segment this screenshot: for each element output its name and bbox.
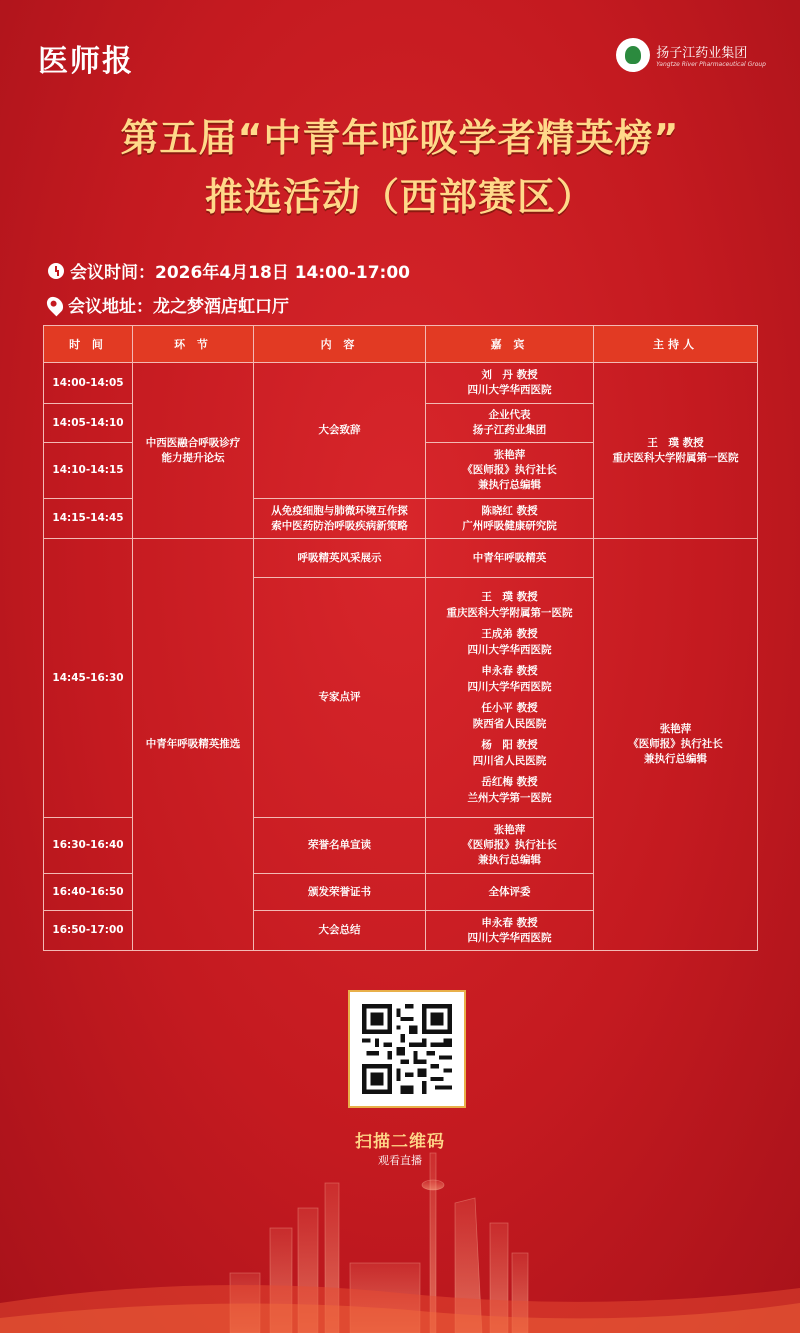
qr-code[interactable] xyxy=(362,1004,452,1094)
guest-line: 任小平 教授 xyxy=(481,702,538,714)
qr-code-icon xyxy=(362,1004,452,1094)
guest-line: 《医师报》执行社长 xyxy=(462,839,557,851)
guest-line: 四川省人民医院 xyxy=(472,755,547,767)
sponsor-name-cn: 扬子江药业集团 xyxy=(656,46,748,61)
guest-line: 兼执行总编辑 xyxy=(478,479,541,491)
guest-line: 四川大学华西医院 xyxy=(467,681,552,693)
guest-line: 企业代表 xyxy=(488,409,531,421)
guest-cell: 中青年呼吸精英 xyxy=(426,539,594,578)
header-segment: 环 节 xyxy=(133,326,254,363)
content-cell: 专家点评 xyxy=(254,578,426,818)
page-title-line1: 第五届“中青年呼吸学者精英榜” xyxy=(120,116,680,160)
guest-line: 四川大学华西医院 xyxy=(467,931,552,944)
content-cell xyxy=(254,499,426,539)
host-cell xyxy=(594,539,758,951)
time-cell: 16:30-16:40 xyxy=(44,818,133,874)
sponsor-name-en: Yangtze River Pharmaceutical Group xyxy=(656,61,766,68)
page-title-line2: 推选活动（西部赛区） xyxy=(204,175,595,219)
time-cell: 14:05-14:10 xyxy=(44,404,133,443)
time-cell: 14:45-16:30 xyxy=(44,539,133,818)
guest-line: 申永春 教授 xyxy=(481,916,538,929)
content-line: 从免疫细胞与肺微环境互作探 xyxy=(271,504,408,517)
header-host: 主持人 xyxy=(594,326,758,363)
guest-cell xyxy=(426,911,594,951)
table-row xyxy=(44,363,758,404)
segment-cell xyxy=(133,363,254,539)
guest-line: 张艳萍 xyxy=(493,449,526,461)
guest-cell xyxy=(426,499,594,539)
host-line: 张艳萍 xyxy=(659,723,692,735)
time-cell: 14:15-14:45 xyxy=(44,499,133,539)
guest-cell xyxy=(426,818,594,874)
guest-line: 刘 丹 教授 xyxy=(481,369,538,381)
qr-code-frame[interactable] xyxy=(348,990,466,1108)
guest-line: 兰州大学第一医院 xyxy=(467,792,552,804)
guest-line: 张艳萍 xyxy=(493,824,526,836)
time-cell: 14:10-14:15 xyxy=(44,443,133,499)
header-content: 内 容 xyxy=(254,326,426,363)
guest-cell xyxy=(426,404,594,443)
segment-line: 中西医融合呼吸诊疗 xyxy=(145,436,241,449)
guest-line: 《医师报》执行社长 xyxy=(462,464,557,476)
guest-line: 申永春 教授 xyxy=(481,665,538,677)
guest-line: 兼执行总编辑 xyxy=(478,854,541,866)
header-guest: 嘉 宾 xyxy=(426,326,594,363)
table-header-row xyxy=(44,326,758,363)
guest-line: 王 璞 教授 xyxy=(481,591,538,603)
publisher-logo: 医师报 xyxy=(38,44,134,79)
location-pin-icon xyxy=(44,293,67,316)
guest-cell xyxy=(426,443,594,499)
meeting-time xyxy=(48,258,410,283)
guest-line: 陈晓红 教授 xyxy=(481,504,538,517)
guest-cell xyxy=(426,363,594,404)
guest-line: 杨 阳 教授 xyxy=(481,739,538,751)
clock-icon xyxy=(48,263,64,279)
segment-line: 能力提升论坛 xyxy=(161,451,225,464)
guest-line: 重庆医科大学附属第一医院 xyxy=(446,607,573,619)
meeting-time-text: 会议时间：2026年4月18日 14:00-17:00 xyxy=(70,263,410,283)
guest-cell xyxy=(426,578,594,818)
guest-line: 陕西省人民医院 xyxy=(472,718,547,730)
meeting-place-text: 会议地址：龙之梦酒店虹口厅 xyxy=(68,297,289,317)
time-cell: 16:40-16:50 xyxy=(44,874,133,911)
guest-line: 岳红梅 教授 xyxy=(481,776,538,788)
content-cell: 颁发荣誉证书 xyxy=(254,874,426,911)
host-cell xyxy=(594,363,758,539)
content-cell: 呼吸精英风采展示 xyxy=(254,539,426,578)
host-line: 重庆医科大学附属第一医院 xyxy=(612,451,739,464)
host-line: 王 璞 教授 xyxy=(647,436,704,449)
content-cell: 大会致辞 xyxy=(254,363,426,499)
guest-cell: 全体评委 xyxy=(426,874,594,911)
content-cell: 荣誉名单宣读 xyxy=(254,818,426,874)
sponsor-logo xyxy=(616,38,766,72)
sponsor-emblem-icon xyxy=(616,38,650,72)
agenda-table xyxy=(43,325,758,951)
content-cell: 大会总结 xyxy=(254,911,426,951)
time-cell: 14:00-14:05 xyxy=(44,363,133,404)
scan-qr-label: 扫描二维码 xyxy=(355,1132,445,1152)
guest-line: 四川大学华西医院 xyxy=(467,644,552,656)
watch-live-label: 观看直播 xyxy=(378,1154,422,1167)
header-time: 时 间 xyxy=(44,326,133,363)
guest-line: 四川大学华西医院 xyxy=(467,384,552,396)
host-line: 兼执行总编辑 xyxy=(644,753,707,765)
host-line: 《医师报》执行社长 xyxy=(628,738,723,750)
guest-line: 广州呼吸健康研究院 xyxy=(462,519,557,532)
city-skyline-decoration xyxy=(0,1143,800,1333)
content-line: 索中医药防治呼吸疾病新策略 xyxy=(271,519,408,532)
time-cell: 16:50-17:00 xyxy=(44,911,133,951)
table-row xyxy=(44,539,758,578)
guest-line: 扬子江药业集团 xyxy=(472,424,547,436)
segment-cell: 中青年呼吸精英推选 xyxy=(133,539,254,951)
meeting-place xyxy=(48,292,289,317)
guest-line: 王成弟 教授 xyxy=(481,628,538,640)
